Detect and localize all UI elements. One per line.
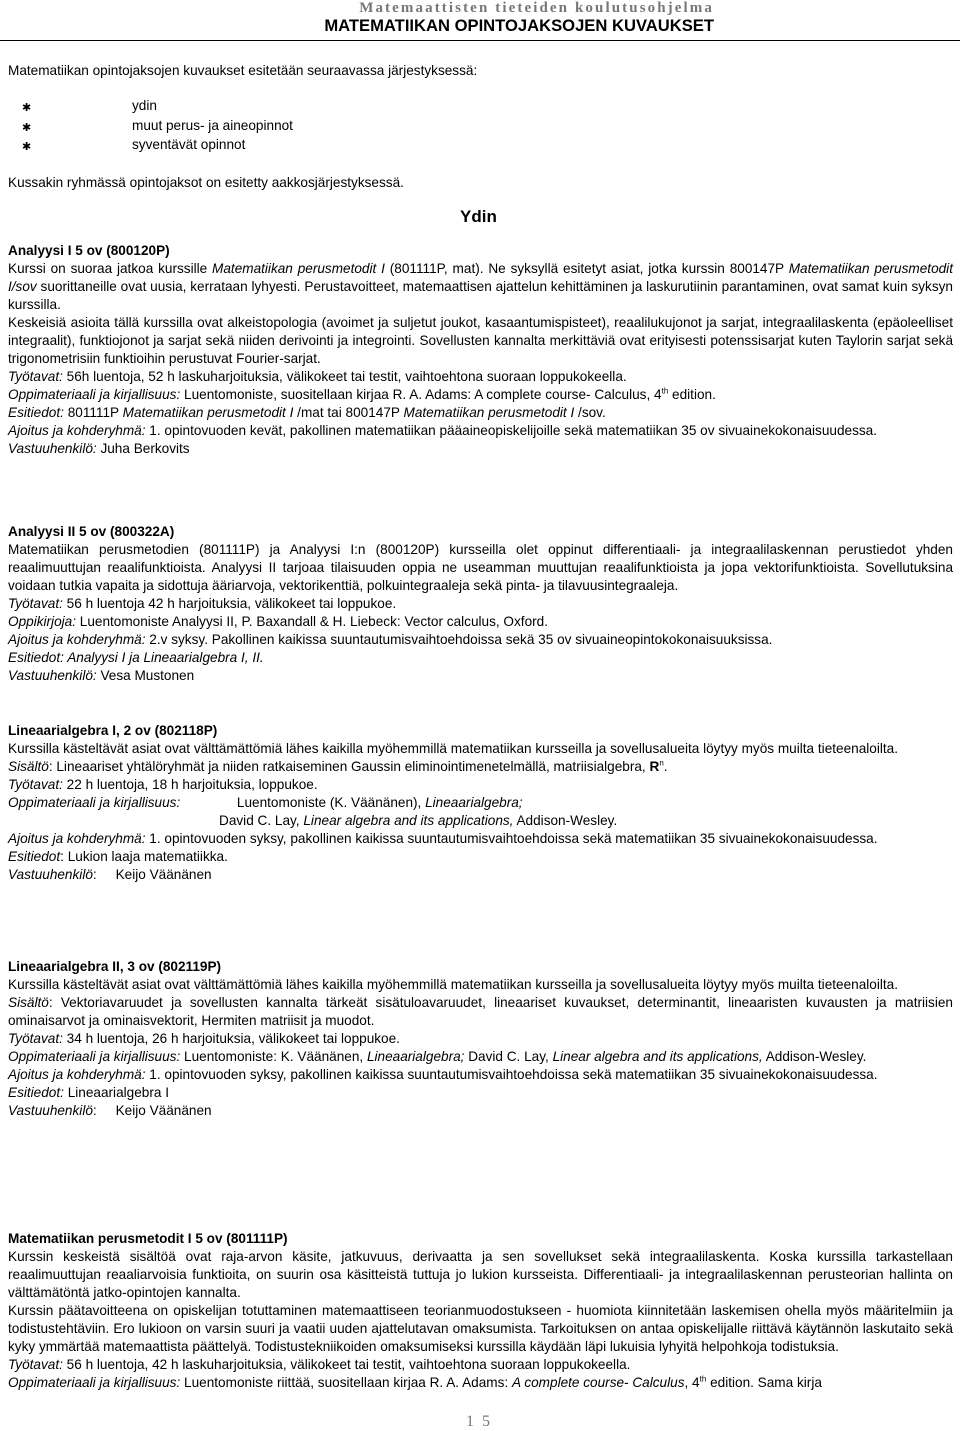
course-goals: Kurssin päätavoitteena on opiskelijan totuttaminen matemaattiseen teorianmuodostukseen - huomiota kiinnitetään laskemisen ohella myös määritelmiin ja todistustehtäviin. Ero lukioon on varsin suuri ja vaatii uuden ajattelutavan omaksumista. Tarkoituksen on antaa opiskelijalle riittävä käytännön laskutaito sekä kyky ymmärtää matemaattista päättelyä. Todistustekniikoiden omaksumiseksi kurssilla käydään läpi lukuisia lyhyitä helpohkoja todistuksia. [8,1303,953,1354]
course-title: Analyysi I 5 ov (800120P) [8,243,170,258]
prerequisites: Esitiedot: Lineaarialgebra I [8,1085,169,1100]
course-content: Keskeisiä asioita tällä kurssilla ovat alkeistopologia (avoimet ja suljetut joukot, kasaantumispisteet), reaalilukujonot ja sarjat, integraalilaskenta (epäoleelliset integraalit), funktiojonot ja sarjat sekä niiden derivointi ja integrointi. Sovellusten kannalta merkittäviä ovat erityisesti potenssisarjat kuten Taylorin sarjat sekä trigonometrisiin funktioihin perustuvat Fourier-sarjat. [8,315,953,366]
work-methods: Työtavat: 56 h luentoja, 42 h laskuharjoituksia, välikokeet tai testit, vaihtoehtona suoraan loppukokeella. [8,1357,631,1372]
course-title: Analyysi II 5 ov (800322A) [8,524,175,539]
order-note: Kussakin ryhmässä opintojaksot on esitetty aakkosjärjestyksessä. [8,175,404,190]
course-title: Lineaarialgebra I, 2 ov (802118P) [8,723,218,738]
course-content: Sisältö: Vektoriavaruudet ja sovellusten kannalta tärkeät sisätuloavaruudet, lineaariset kuvaukset, determinantit, lineaaristen kuvausten ja matriisien ominaisarvot ja ominaisvektorit, Hermiten matriisit ja muodot. [8,995,953,1028]
work-methods: Työtavat: 56h luentoja, 52 h laskuharjoituksia, välikokeet tai testit, vaihtoehtona suoraan loppukokeella. [8,369,627,384]
course-analyysi-2 [8,523,953,685]
course-lineaarialgebra-1 [8,722,953,884]
materials: Oppimateriaali ja kirjallisuus: Luentomoniste, suositellaan kirjaa R. A. Adams: A complete course- Calculus, 4th edition. [8,386,716,402]
course-description: Kurssi on suoraa jatkoa kurssille Matematiikan perusmetodit I (801111P, mat). Ne syksyllä esitetyt asiat, jotka kurssin 800147P Matematiikan perusmetodit I/sov suorittaneille ovat uusia, kerrataan lyhyesti. Perustavoitteet, matemaattisen ajattelun kehittäminen ja laskurutiinin parantaminen, ovat samat kuin syksyn kurssilla. [8,261,953,312]
section-heading: Ydin [460,207,497,226]
work-methods: Työtavat: 56 h luentoja 42 h harjoituksia, välikokeet tai loppukoe. [8,596,397,611]
course-title: Lineaarialgebra II, 3 ov (802119P) [8,959,222,974]
course-analyysi-1 [8,242,953,458]
timing-target: Ajoitus ja kohderyhmä: 2.v syksy. Pakollinen kaikissa suuntautumisvaihtoehdoissa sekä 35 ov sivuaineopintokokonaisuuksissa. [8,632,773,647]
document-title: MATEMATIIKAN OPINTOJAKSOJEN KUVAUKSET [324,16,714,35]
course-title: Matematiikan perusmetodit I 5 ov (801111P) [8,1231,288,1246]
page-number: 1 5 [466,1413,492,1430]
course-perusmetodit-1 [8,1230,953,1392]
asterisk-icon: ✱ [22,141,32,153]
responsible-person: Vastuuhenkilö: Vesa Mustonen [8,668,195,683]
prerequisites: Esitiedot: Lukion laaja matematiikka. [8,849,228,864]
materials: Oppikirjoja: Luentomoniste Analyysi II, P. Baxandall & H. Liebeck: Vector calculus, Oxford. [8,614,549,629]
responsible-person: Vastuuhenkilö: Juha Berkovits [8,441,190,456]
timing-target: Ajoitus ja kohderyhmä: 1. opintovuoden syksy, pakollinen kaikissa suuntautumisvaihtoehdoissa sekä matematiikan 35 sivuainekokonaisuudessa. [8,831,878,846]
course-description: Kurssilla kästeltävät asiat ovat välttämättömiä lähes kaikilla myöhemmillä matematiikan kursseilla ja sovellusalueita löytyy myös muilta tieteenaloilta. [8,741,899,756]
materials: Oppimateriaali ja kirjallisuus: Luentomoniste: K. Väänänen, Lineaarialgebra; David C. Lay, Linear algebra and its applications, Addison-Wesley. [8,1049,867,1064]
intro-text: Matematiikan opintojaksojen kuvaukset esitetään seuraavassa järjestyksessä: [8,63,478,78]
timing-target: Ajoitus ja kohderyhmä: 1. opintovuoden syksy, pakollinen kaikissa suuntautumisvaihtoehdoissa sekä matematiikan 35 sivuainekokonaisuudessa. [8,1067,878,1082]
work-methods: Työtavat: 22 h luentoja, 18 h harjoituksia, loppukoe. [8,777,318,792]
course-lineaarialgebra-2 [8,958,953,1120]
materials: Oppimateriaali ja kirjallisuus: Luentomoniste (K. Väänänen), Lineaarialgebra; [8,795,523,810]
prerequisites: Esitiedot: 801111P Matematiikan perusmetodit I /mat tai 800147P Matematiikan perusmetodit I /sov. [8,405,606,420]
materials-continued: David C. Lay, Linear algebra and its applications, Addison-Wesley. [219,813,618,828]
course-description: Kurssilla kästeltävät asiat ovat välttämättömiä lähes kaikilla myöhemmillä matematiikan kursseilla ja sovellusalueita löytyy myös muilta tieteenaloilta. [8,977,899,992]
course-description: Kurssin keskeistä sisältöä ovat raja-arvon käsite, jatkuvuus, derivaatta ja sen sovellukset sekä integraalilaskenta. Koska kurssilla tarkastellaan reaalimuuttujan reaaliarvoisia funktioita, on suurin osa käsitteistä tuttuja jo lukion kursseista. Differentiaali- ja integraalilaskennan perusteorian hallinta on välttämätöntä jatko-opintojen kannalta. [8,1249,953,1300]
responsible-person: Vastuuhenkilö: Keijo Väänänen [8,1103,212,1118]
course-content: Sisältö: Lineaariset yhtälöryhmät ja niiden ratkaiseminen Gaussin eliminointimenetelmällä, matriisialgebra, $R^n$. [8,758,668,774]
page-header [324,0,714,36]
asterisk-icon: ✱ [22,102,32,114]
prerequisites: Esitiedot: Analyysi I ja Lineaarialgebra I, II. [8,650,264,665]
course-description: Matematiikan perusmetodien (801111P) ja Analyysi I:n (800120P) kursseilla olet oppinut differentiaali- ja integraalilaskennan perustiedot yhden reaalimuuttujan reaalifunktioista. Analyysi II tarjoaa tilaisuuden oppia ne useamman muuttujan reaalifunktioista ja jopa vektorifunktioista. Sovellutuksina voidaan tutkia vapaita ja sidottuja ääriarvoja, vektorikenttiä, polkuintegraaleja sekä pinta- ja tilavuusintegraaleja. [8,542,953,593]
responsible-person: Vastuuhenkilö: Keijo Väänänen [8,867,212,882]
header-divider [0,40,960,41]
timing-target: Ajoitus ja kohderyhmä: 1. opintovuoden kevät, pakollinen matematiikan pääaineopiskelijoille sekä matematiikan 35 ov sivuainekokonaisuudessa. [8,423,878,438]
work-methods: Työtavat: 34 h luentoja, 26 h harjoituksia, välikokeet tai loppukoe. [8,1031,400,1046]
asterisk-icon: ✱ [22,121,32,134]
materials: Oppimateriaali ja kirjallisuus: Luentomoniste riittää, suositellaan kirjaa R. A. Adams: A complete course- Calculus, 4th edition. Sama kirja [8,1374,822,1390]
program-name: Matemaattisten tieteiden koulutusohjelma [359,0,714,16]
